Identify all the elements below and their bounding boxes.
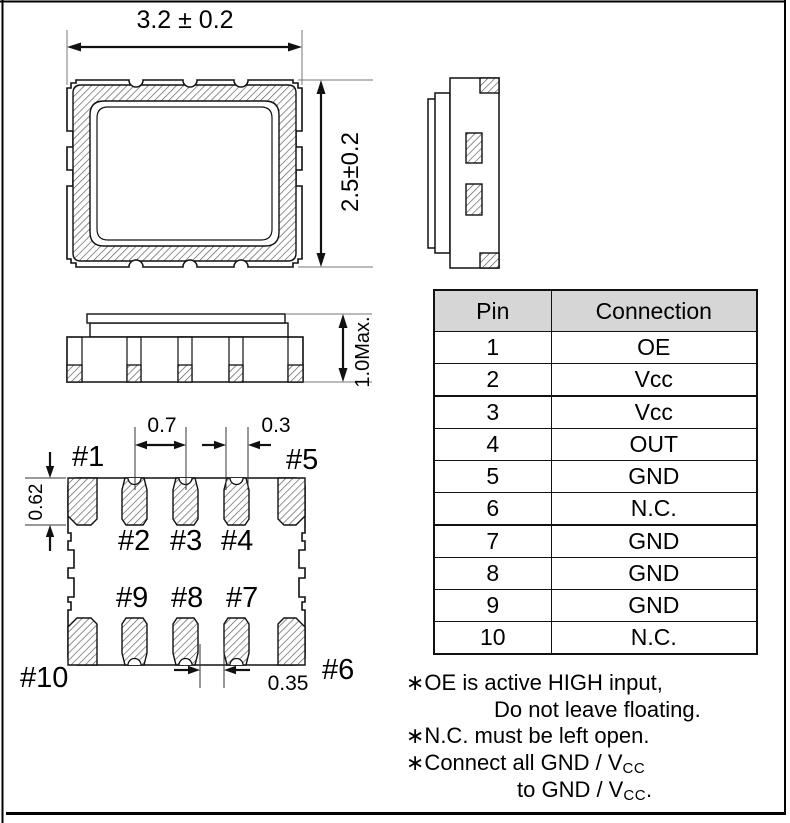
pin-number: 7 [434,525,551,558]
note-oe-line2: Do not leave floating. [494,697,701,722]
note-oe-line1: ∗OE is active HIGH input, [406,670,663,695]
table-header-row [434,290,757,332]
vcc-subscript: CC [623,787,647,804]
pin-number: 9 [434,590,551,622]
pin-connection: N.C. [551,493,757,526]
table-row [434,461,757,493]
pin-connection: Vcc [551,396,757,429]
pin-label-2: #2 [118,525,151,557]
pin-connection: OUT [551,429,757,461]
pin-connection: Vcc [551,364,757,397]
pin-label-4: #4 [221,525,254,557]
note-gnd-line1 [406,750,645,777]
front-view [67,314,303,382]
dim-pad-gap: 0.35 [267,672,309,695]
pin-connection: N.C. [551,622,757,655]
pin-number: 2 [434,364,551,397]
pin-number: 8 [434,558,551,590]
pin-number: 6 [434,493,551,526]
connection-column-header: Connection [551,290,757,332]
pin-column-header: Pin [434,290,551,332]
table-row [434,525,757,558]
note-gnd-line2-period: . [646,777,653,802]
pin-connection: GND [551,590,757,622]
front-view-flange [90,323,288,337]
note-gnd-line2-text: to GND / V [517,777,624,802]
pin-connection: GND [551,558,757,590]
pin-label-5: #5 [286,444,319,476]
pin-label-9: #9 [116,582,149,614]
pin-connection: GND [551,525,757,558]
pin-label-8: #8 [171,582,204,614]
pin-number: 5 [434,461,551,493]
front-view-lid [87,314,285,323]
dim-pad-pitch: 0.7 [147,414,177,437]
table-row [434,590,757,622]
table-row [434,364,757,397]
side-view-step [435,93,450,253]
pin-label-1: #1 [72,441,105,473]
top-view [67,80,302,267]
pin-label-6: #6 [322,654,355,686]
side-view [428,78,499,268]
table-row [434,493,757,526]
note-nc: ∗N.C. must be left open. [406,723,650,748]
pin-label-3: #3 [170,525,203,557]
dim-pad-width: 0.3 [261,414,291,437]
note-gnd-line2 [517,777,652,804]
bottom-view [68,478,305,665]
pin-number: 3 [434,396,551,429]
table-row [434,396,757,429]
dim-body-height: 2.5±0.2 [337,132,364,212]
pin-number: 1 [434,332,551,364]
table-row [434,622,757,655]
note-gnd-line1-text: ∗Connect all GND / V [406,750,623,775]
pin-label-7: #7 [226,582,259,614]
vcc-subscript: CC [622,760,646,777]
table-row [434,429,757,461]
table-row [434,332,757,364]
dim-pad-height: 0.62 [26,483,47,521]
pin-connection-table [433,289,758,655]
table-row [434,558,757,590]
pin-connection: GND [551,461,757,493]
pin-number: 4 [434,429,551,461]
pin-label-10: #10 [20,662,69,694]
side-view-body [450,78,499,268]
bottom-rule [6,812,786,815]
pin-number: 10 [434,622,551,655]
pin-connection: OE [551,332,757,364]
dim-profile-height: 1.0Max. [352,316,374,388]
dim-body-width: 3.2 ± 0.2 [136,6,234,34]
